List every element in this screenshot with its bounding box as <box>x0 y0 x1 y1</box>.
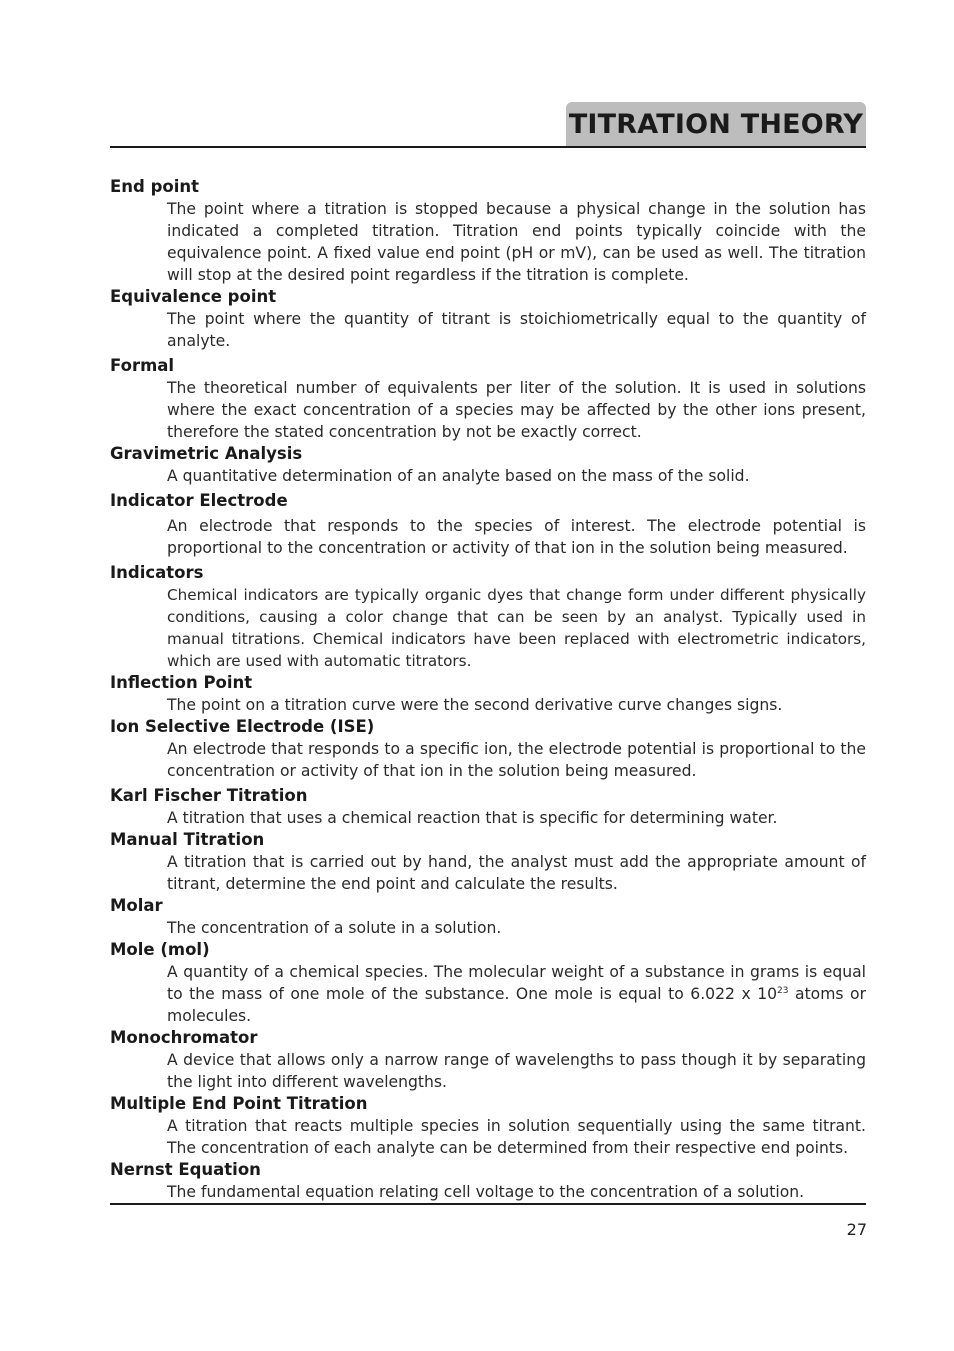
section-header-badge <box>566 102 866 146</box>
term: End point <box>110 177 200 196</box>
term: Gravimetric Analysis <box>110 444 303 463</box>
definition: An electrode that responds to a specific ion, the electrode potential is proportional to the concentration or activity of that ion in the solution being measured. <box>167 740 866 780</box>
glossary-entry-monochromator <box>110 1027 866 1093</box>
term: Karl Fischer Titration <box>110 786 308 805</box>
term: Monochromator <box>110 1028 258 1047</box>
definition: A device that allows only a narrow range of wavelengths to pass though it by separating the light into different wavelengths. <box>167 1051 866 1091</box>
definition: The concentration of a solute in a solution. <box>167 919 502 937</box>
definition: The theoretical number of equivalents per liter of the solution. It is used in solutions where the exact concentration of a species may be affected by the other ions present, therefore the stated concentration by not be exactly correct. <box>167 379 866 441</box>
definition-text: A quantity of a chemical species. The molecular weight of a substance in grams is equal to the mass of one mole of the substance. One mole is equal to 6.022 x 10 <box>167 963 866 1003</box>
definition: A titration that reacts multiple species in solution sequentially using the same titrant. The concentration of each analyte can be determined from their respective end points. <box>167 1117 866 1157</box>
definition-text-end: atoms or molecules. <box>167 985 867 1025</box>
term: Ion Selective Electrode (ISE) <box>110 717 375 736</box>
definition: The point where a titration is stopped because a physical change in the solution has indicated a completed titration. Titration end points typically coincide with the equivalence point. A fixed value end point (pH or mV), can be used as well. The titration will stop at the desired point regardless if the titration is complete. <box>167 200 866 284</box>
glossary-entry-mole <box>110 939 866 1027</box>
glossary-entry-end-point <box>110 176 866 286</box>
glossary-entry-indicators <box>110 562 866 672</box>
term: Manual Titration <box>110 830 265 849</box>
glossary-entry-manual-titration <box>110 829 866 895</box>
glossary-entry-nernst-equation <box>110 1159 866 1203</box>
term: Indicators <box>110 563 204 582</box>
term: Inflection Point <box>110 673 253 692</box>
term: Multiple End Point Titration <box>110 1094 368 1113</box>
definition: A quantitative determination of an analyte based on the mass of the solid. <box>167 467 750 485</box>
definition: An electrode that responds to the species of interest. The electrode potential is proportional to the concentration or activity of that ion in the solution being measured. <box>167 517 866 557</box>
glossary-list <box>110 176 866 1203</box>
section-title: TITRATION THEORY <box>568 108 864 140</box>
footer-rule <box>110 1203 866 1205</box>
definition: Chemical indicators are typically organic dyes that change form under different physically conditions, causing a color change that can be seen by an analyst. Typically used in manual titrations. Chemical indicators have been replaced with electrometric indicators, which are used with automatic titrators. <box>167 586 866 670</box>
term: Nernst Equation <box>110 1160 261 1179</box>
glossary-entry-karl-fischer-titration <box>110 785 866 829</box>
definition <box>167 961 866 1027</box>
glossary-entry-molar <box>110 895 866 939</box>
term: Molar <box>110 896 163 915</box>
definition: A titration that uses a chemical reaction that is specific for determining water. <box>167 809 778 827</box>
page-number: 27 <box>846 1220 867 1239</box>
definition: The fundamental equation relating cell voltage to the concentration of a solution. <box>167 1183 805 1201</box>
glossary-entry-ion-selective-electrode <box>110 716 866 782</box>
glossary-entry-formal <box>110 355 866 443</box>
glossary-entry-indicator-electrode <box>110 490 866 559</box>
term: Mole (mol) <box>110 940 210 959</box>
glossary-entry-equivalence-point <box>110 286 866 352</box>
definition: The point on a titration curve were the second derivative curve changes signs. <box>167 696 783 714</box>
definition: A titration that is carried out by hand, the analyst must add the appropriate amount of titrant, determine the end point and calculate the results. <box>167 853 866 893</box>
exponent: 23 <box>777 985 789 996</box>
term: Indicator Electrode <box>110 491 288 510</box>
definition: The point where the quantity of titrant is stoichiometrically equal to the quantity of analyte. <box>167 310 866 350</box>
term: Equivalence point <box>110 287 277 306</box>
header-rule <box>110 146 866 148</box>
glossary-entry-inflection-point <box>110 672 866 716</box>
glossary-entry-multiple-end-point-titration <box>110 1093 866 1159</box>
glossary-entry-gravimetric-analysis <box>110 443 866 487</box>
term: Formal <box>110 356 175 375</box>
